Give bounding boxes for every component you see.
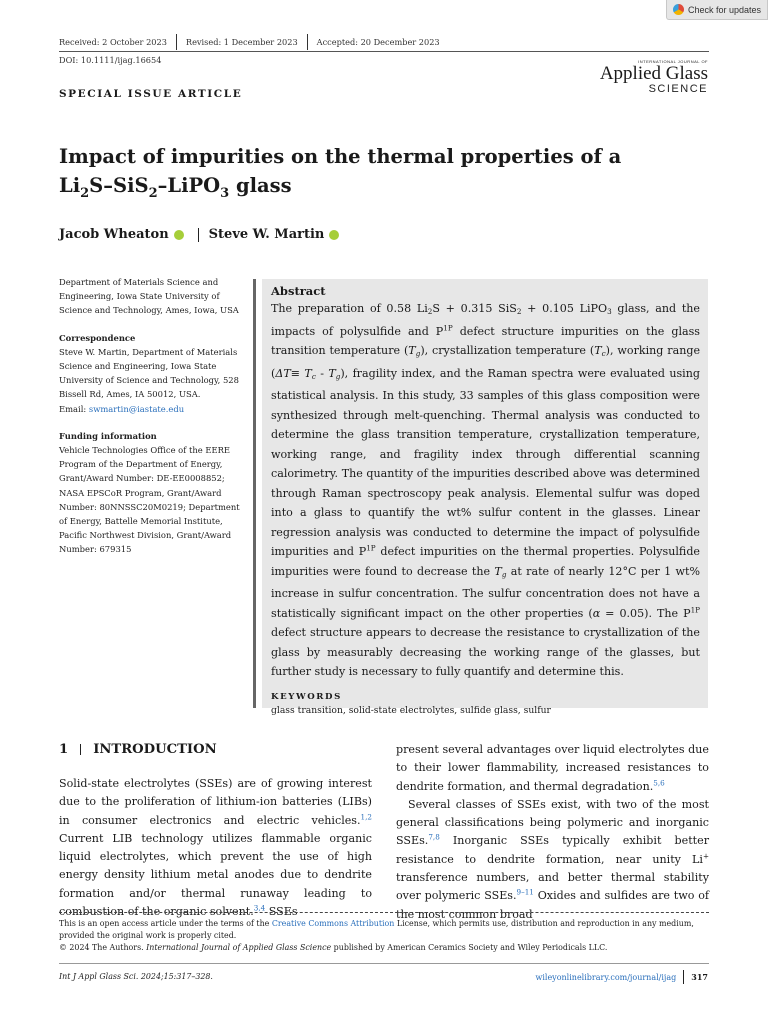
header-rule [59, 51, 709, 52]
orcid-icon[interactable] [174, 230, 184, 240]
citation-link[interactable]: 9–11 [516, 887, 534, 897]
divider [176, 34, 177, 50]
keywords: glass transition, solid-state electrolytes, sulfide glass, sulfur [271, 704, 551, 716]
journal-logo-small: INTERNATIONAL JOURNAL OF [638, 59, 708, 64]
divider [80, 744, 81, 755]
check-for-updates-button[interactable] [666, 0, 768, 20]
accepted-date: Accepted: 20 December 2023 [316, 37, 440, 47]
title-line-1: Impact of impurities on the thermal properties of a [59, 145, 622, 168]
funding-heading: Funding information [59, 430, 157, 441]
funding-text: Vehicle Technologies Office of the EERE Program of the Department of Energy, Grant/Award Number: DE-EE0008852; NASA EPSCoR Program, Grant/Award Number: 80NNSSC20M0219; Department of Energy, Battelle Memorial Institute, Pacific Northwest Division, Grant/Award Number: 679315 [59, 445, 240, 555]
paragraph: present several advantages over liquid electrolytes due to their lower flammability, increased resistances to dendrite formation, and thermal degradation.$^{5,6}$ [396, 743, 709, 793]
divider [683, 970, 684, 984]
citation-link[interactable]: 5,6 [653, 777, 665, 787]
section-number: 1 [59, 742, 69, 757]
journal-logo-sub: SCIENCE [648, 83, 708, 95]
citation-link[interactable]: 1,2 [360, 811, 372, 821]
divider [198, 228, 199, 242]
article-info-column [59, 275, 244, 557]
abstract-accent-bar [253, 279, 256, 708]
doi[interactable]: DOI: 10.1111/ijag.16654 [59, 55, 162, 65]
body-text-column-2 [396, 741, 709, 924]
revised-date: Revised: 1 December 2023 [185, 37, 298, 47]
received-date: Received: 2 October 2023 [59, 37, 167, 47]
author-name[interactable]: Steve W. Martin [208, 227, 325, 242]
body-text-column-1: Solid-state electrolytes (SSEs) are of growing interest due to the proliferation of lithium-ion batteries (LIBs) in consumer electronics and electric vehicles.$^{1,2}$ Current LIB technology utilizes flammable organic liquid electrolytes, which prevent the use of high energy density lithium metal anodes due to dendrite formation and/or thermal runaway leading to combustion of the organic solvent.$^{3,4}$ SSEs [59, 777, 372, 919]
copyright-note: © 2024 The Authors. International Journal of Applied Glass Science published by American Ceramics Society and Wiley Periodicals LLC. [59, 943, 608, 952]
license-link[interactable]: Creative Commons Attribution [271, 919, 395, 928]
citation-link[interactable]: 3,4 [253, 903, 266, 913]
article-type: SPECIAL ISSUE ARTICLE [59, 88, 243, 100]
journal-logo [600, 59, 708, 95]
abstract-box [262, 279, 708, 716]
affiliation: Department of Materials Science and Engineering, Iowa State University of Science and Technology, Ames, Iowa, USA [59, 277, 239, 316]
abstract-text: The preparation of 0.58 $Li_2S + 0.315$ SiS$_2$ + 0.105 LiPO$_3$ glass, and the impacts of polysulfide and $P^{1P}$ defect structure impurities on the glass transition temperature $(T_g)$, crystallization temperature $(T_c)$, working range $(\Delta T\equiv T_c - T_g)$, fragility index, and the Raman spectra were evaluated using statistical analysis. In this study, 33 samples of this glass composition were synthesized through melt-quenching. Thermal analysis was conducted to determine the glass transition temperature, crystallization temperature, working range, and fragility index through differential scanning calorimetry. The quantity of the impurities described above was determined through Raman spectroscopy peak analysis. Elemental sulfur was doped into a glass to quantify the wt% sulfur content in the glasses. Linear regression analysis was conducted to determine the impact of polysulfide impurities and $P^{1P}$ defect impurities on the thermal properties. Polysulfide impurities were found to decrease the $T_g$ at rate of nearly 12°C per 1 wt% increase in sulfur concentration. The sulfur concentration does not have a statistically significant impact on the other properties (α = 0.05). The $P^{1P}$ defect structure appears to decrease the resistance to crystallization of the glass by measurably decreasing the working range of the glasses, but further study is necessary to fully quantify and determine this. [271, 302, 701, 678]
check-for-updates-label: Check for updates [688, 4, 762, 15]
journal-logo-name: Applied Glass [599, 63, 708, 84]
author-name[interactable]: Jacob Wheaton [59, 227, 169, 242]
journal-citation: Int J Appl Glass Sci. 2024;15:317–328. [59, 972, 213, 981]
citation-link[interactable]: 7,8 [428, 832, 440, 842]
paragraph: Several classes of SSEs exist, with two of the most general classifications being polymeric and inorganic SSEs.$^{7,8}$ Inorganic SSEs typically exhibit better resistance to dendrite formation, near unity Li+ transference numbers, and better thermal stability over polymeric SSEs.$^{9-11}$ Oxides and sulfides are two of the most common broad [396, 797, 709, 921]
footer-rule [59, 963, 709, 964]
correspondence-heading: Correspondence [59, 332, 136, 343]
abstract-heading: Abstract [271, 284, 326, 298]
section-heading [59, 742, 217, 757]
page-number: 317 [691, 972, 708, 982]
open-access-note: This is an open access article under the terms of the Creative Commons Attribution License, which permits use, distribution and reproduction in any medium, provided the original work is properly cited. [59, 919, 694, 940]
journal-url-link[interactable]: wileyonlinelibrary.com/journal/ijag [535, 972, 677, 982]
correspondence-text: Steve W. Martin, Department of Materials Science and Engineering, Iowa State University of Science and Technology, 528 Bissell Rd, Ames, IA 50012, USA. Email: swmartin@iastate.edu [59, 346, 239, 414]
footnote-divider [59, 912, 709, 913]
crossmark-icon [673, 4, 684, 15]
page-footer [535, 970, 708, 984]
article-dates [59, 34, 440, 50]
divider [307, 34, 308, 50]
email-link[interactable]: swmartin@iastate.edu [88, 403, 185, 414]
license-footnote [59, 918, 709, 954]
article-title [59, 142, 679, 208]
author-list [59, 227, 343, 242]
orcid-icon[interactable] [329, 230, 339, 240]
title-line-2: $Li_2S-SiS_2-LiPO_3$ glass [59, 174, 292, 201]
section-title: INTRODUCTION [93, 742, 217, 757]
keywords-heading: KEYWORDS [271, 691, 342, 702]
